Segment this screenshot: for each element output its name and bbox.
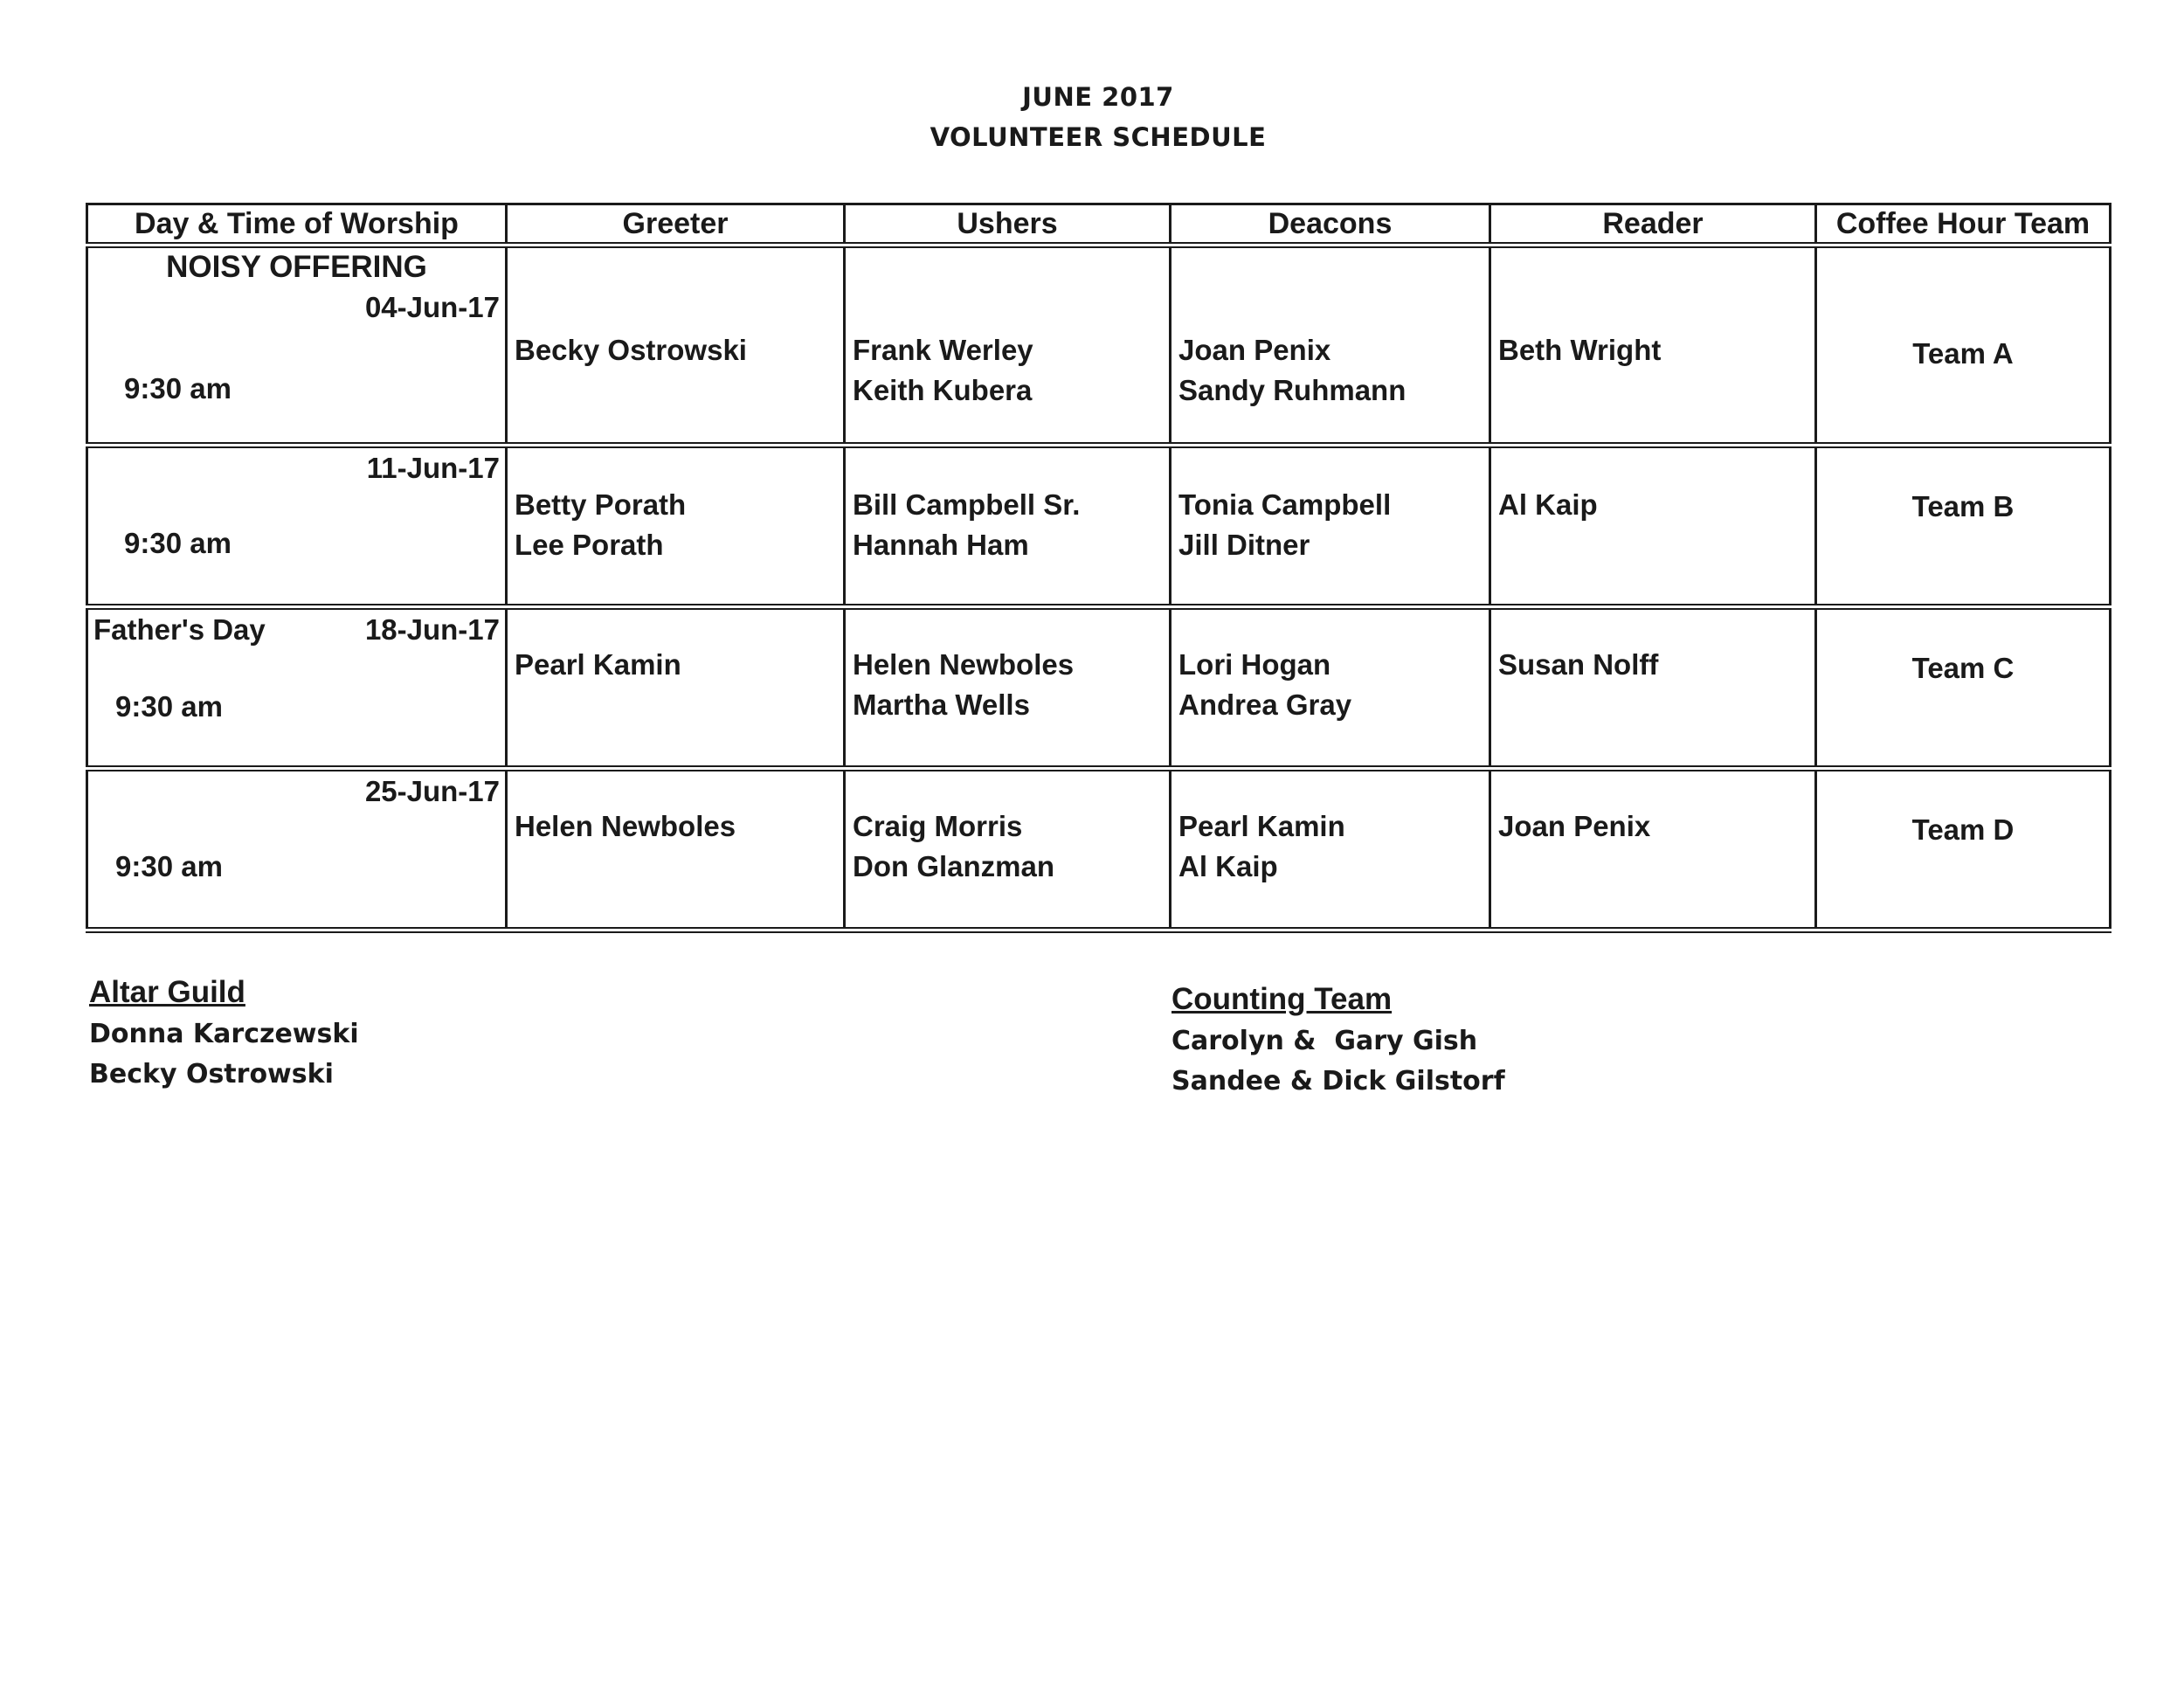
ushers-cell (845, 607, 1171, 769)
page-subtitle: VOLUNTEER SCHEDULE (930, 122, 1267, 152)
reader-name: Beth Wright (1498, 334, 1662, 366)
deacon-name: Al Kaip (1178, 850, 1278, 882)
coffee-hour-cell (1816, 769, 2111, 930)
column-header-ushers: Ushers (845, 204, 1171, 246)
counting-team-member: Sandee & Dick Gilstorf (1171, 1066, 1505, 1097)
column-header-deacons: Deacons (1171, 204, 1490, 246)
coffee-hour-team: Team C (1911, 652, 2015, 684)
service-time: 9:30 am (124, 527, 232, 559)
page-header (0, 77, 2184, 157)
service-date: 25-Jun-17 (364, 775, 500, 807)
coffee-hour-cell (1816, 607, 2111, 769)
deacon-name: Joan Penix (1178, 334, 1331, 366)
greeter-cell (507, 769, 845, 930)
altar-guild-member: Donna Karczewski (89, 1019, 359, 1049)
reader-name: Al Kaip (1498, 488, 1598, 521)
altar-guild-member: Becky Ostrowski (89, 1059, 334, 1090)
deacon-name: Pearl Kamin (1178, 810, 1345, 842)
reader-cell (1490, 446, 1816, 607)
column-header-greeter: Greeter (507, 204, 845, 246)
reader-name: Susan Nolff (1498, 648, 1659, 681)
service-time: 9:30 am (124, 372, 232, 405)
deacon-name: Tonia Campbell (1178, 488, 1392, 521)
deacons-cell (1171, 769, 1490, 930)
ushers-cell (845, 246, 1171, 446)
greeter-name: Becky Ostrowski (515, 334, 747, 366)
greeter-cell (507, 246, 845, 446)
service-note: Father's Day (93, 613, 266, 646)
reader-cell (1490, 607, 1816, 769)
day-time-cell (87, 769, 507, 930)
column-header-day-time: Day & Time of Worship (87, 204, 507, 246)
page-title: JUNE 2017 (1022, 82, 1174, 112)
deacons-cell (1171, 246, 1490, 446)
usher-name: Bill Campbell Sr. (853, 488, 1081, 521)
table-row (87, 446, 2111, 607)
coffee-hour-cell (1816, 246, 2111, 446)
greeter-cell (507, 607, 845, 769)
service-date: 18-Jun-17 (364, 613, 500, 646)
reader-cell (1490, 769, 1816, 930)
greeter-name: Lee Porath (515, 529, 664, 561)
reader-name: Joan Penix (1498, 810, 1651, 842)
volunteer-schedule-table (86, 203, 2111, 933)
deacons-cell (1171, 446, 1490, 607)
service-date: 04-Jun-17 (364, 291, 500, 323)
ushers-cell (845, 446, 1171, 607)
deacon-name: Sandy Ruhmann (1178, 374, 1406, 406)
greeter-name: Betty Porath (515, 488, 687, 521)
deacon-name: Jill Ditner (1178, 529, 1310, 561)
usher-name: Frank Werley (853, 334, 1033, 366)
deacon-name: Andrea Gray (1178, 688, 1352, 721)
coffee-hour-cell (1816, 446, 2111, 607)
service-time: 9:30 am (115, 850, 223, 882)
usher-name: Keith Kubera (853, 374, 1033, 406)
day-time-cell (87, 607, 507, 769)
counting-team-member: Carolyn & Gary Gish (1171, 1026, 1478, 1056)
service-note: NOISY OFFERING (166, 250, 427, 284)
usher-name: Craig Morris (853, 810, 1023, 842)
table-row (87, 246, 2111, 446)
column-header-reader: Reader (1490, 204, 1816, 246)
coffee-hour-team: Team D (1911, 813, 2015, 846)
greeter-cell (507, 446, 845, 607)
counting-team-heading: Counting Team (1171, 982, 1393, 1016)
reader-cell (1490, 246, 1816, 446)
table-row (87, 607, 2111, 769)
ushers-cell (845, 769, 1171, 930)
table-header-row (87, 204, 2111, 246)
column-header-coffee-hour-team: Coffee Hour Team (1816, 204, 2111, 246)
coffee-hour-team: Team B (1911, 490, 2015, 522)
table-row (87, 769, 2111, 930)
day-time-cell (87, 246, 507, 446)
service-time: 9:30 am (115, 690, 223, 723)
altar-guild-heading: Altar Guild (89, 975, 245, 1009)
usher-name: Martha Wells (853, 688, 1030, 721)
service-date: 11-Jun-17 (366, 452, 500, 484)
usher-name: Hannah Ham (853, 529, 1029, 561)
greeter-name: Pearl Kamin (515, 648, 681, 681)
day-time-cell (87, 446, 507, 607)
coffee-hour-team: Team A (1912, 337, 2014, 370)
deacon-name: Lori Hogan (1178, 648, 1331, 681)
usher-name: Helen Newboles (853, 648, 1075, 681)
deacons-cell (1171, 607, 1490, 769)
usher-name: Don Glanzman (853, 850, 1055, 882)
greeter-name: Helen Newboles (515, 810, 736, 842)
